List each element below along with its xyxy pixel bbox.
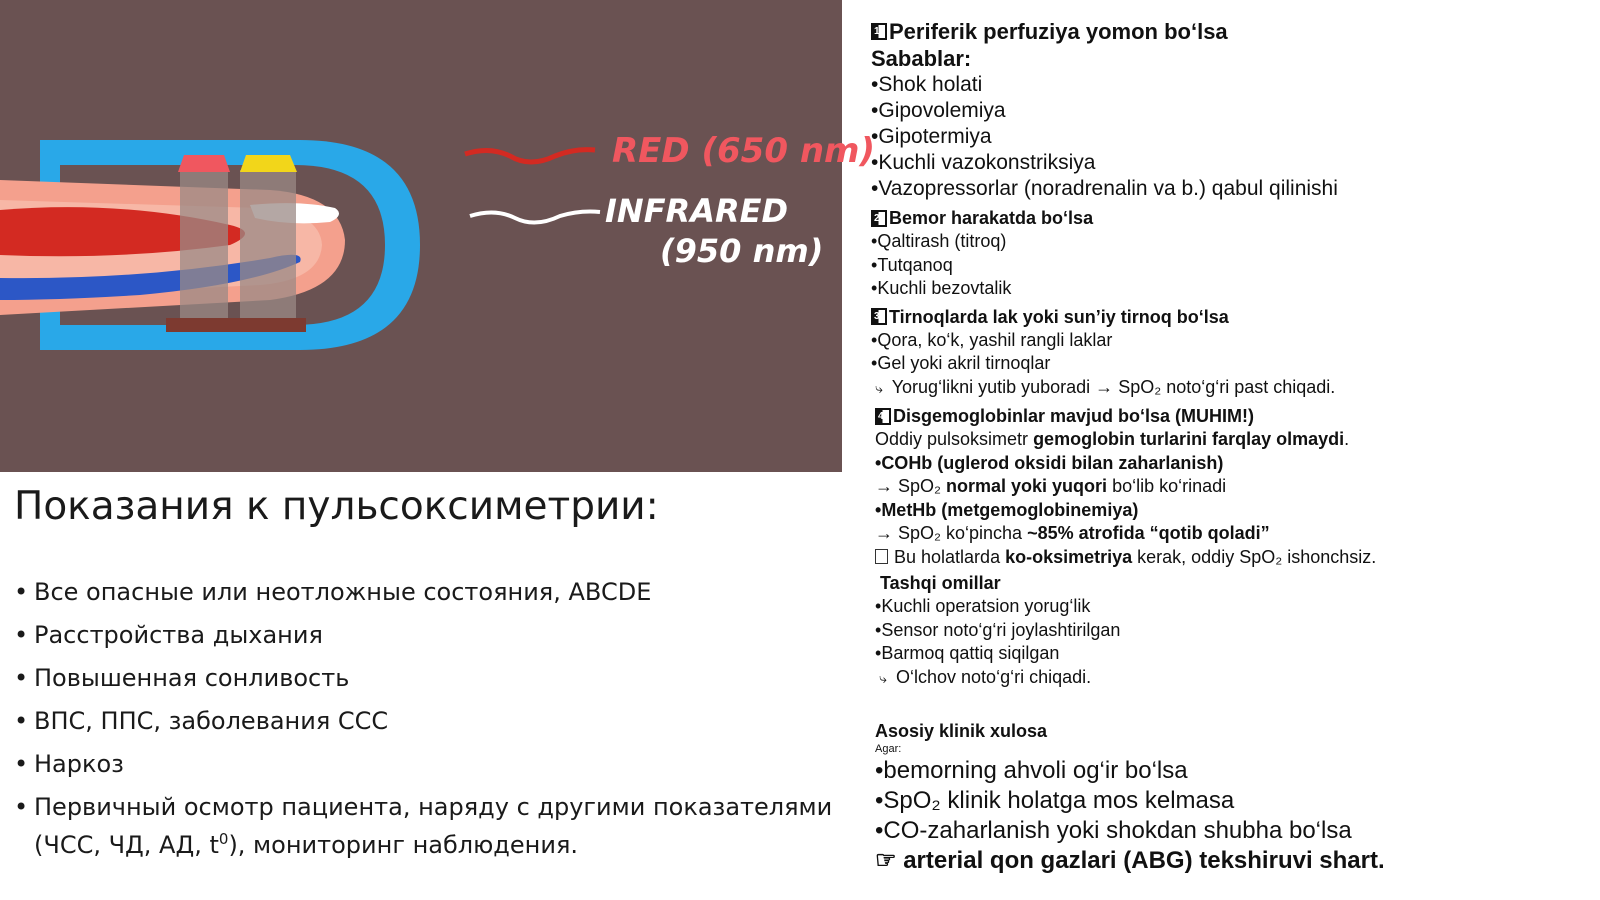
list-item: • Расстройства дыхания (14, 619, 834, 651)
list-item: • Gel yoki akril tirnoqlar (871, 352, 1591, 376)
list-item: • CO-zaharlanish yoki shokdan shubha bo‘lsa (875, 816, 1591, 846)
list-item: • Gipotermiya (871, 124, 1591, 150)
cohb-note: → SpO₂ normal yoki yuqori bo‘lib ko‘rinadi (875, 476, 1227, 496)
list-item: • Gipovolemiya (871, 98, 1591, 124)
red-wavelength-label: RED (650 nm) (612, 131, 875, 171)
list-item (14, 791, 834, 861)
section-title: Tirnoqlarda lak yoki sun’iy tirnoq bo‘lsa (889, 306, 1229, 327)
intro-row: Oddiy pulsoksimetr gemoglobin turlarini farqlay olmaydi. (875, 429, 1350, 449)
pulse-oximeter-illustration (0, 0, 875, 472)
section-nails (871, 305, 1591, 401)
section-title: Periferik perfuziya yomon bo‘lsa (889, 19, 1228, 44)
methb-item: • MetHb (metgemoglobinemiya) (875, 499, 1591, 523)
section-title: Disgemoglobinlar mavjud bo‘lsa (MUHIM!) (893, 406, 1255, 426)
list-item: • Shok holati (871, 72, 1591, 98)
list-item: • Kuchli vazokonstriksiya (871, 150, 1591, 176)
note-text: SpO₂ noto‘g‘ri past chiqadi. (1118, 376, 1336, 397)
ru-indications-list (14, 576, 834, 872)
list-item: • Qora, ko‘k, yashil rangli laklar (871, 329, 1591, 353)
note-text: Yorug‘likni yutib yuboradi (891, 376, 1091, 397)
down-right-arrow-icon: ⤷ (875, 379, 883, 396)
list-item: • Все опасные или неотложные состояния, ABCDE (14, 576, 834, 608)
arrow-icon: → (1095, 376, 1114, 397)
conclusion-if: Agar: (875, 743, 902, 755)
section-perfusion (871, 18, 1591, 202)
list-item: • Qaltirash (titroq) (871, 230, 1591, 254)
red-wave (465, 150, 595, 162)
right-column (871, 18, 1591, 876)
list-item-text-a: Первичный осмотр пациента, наряду с другими показателями (ЧСС, ЧД, АД, t (34, 793, 833, 859)
degree-sup: 0 (218, 830, 229, 848)
number-three-icon: 3 (871, 308, 887, 325)
infrared-wavelength-label: (950 nm) (660, 232, 824, 270)
cohb-item: • COHb (uglerod oksidi bilan zaharlanish) (875, 452, 1591, 476)
yellow-led (240, 155, 297, 172)
list-item: • Sensor noto‘g‘ri joylashtirilgan (875, 619, 1591, 643)
infrared-label: INFRARED (605, 192, 789, 230)
section-external (875, 571, 1591, 690)
number-four-icon: 4 (875, 408, 891, 425)
section-movement (871, 206, 1591, 301)
white-wave (470, 212, 600, 223)
final-conclusion: ☞ arterial qon gazlari (ABG) tekshiruvi shart. (875, 847, 1385, 874)
note-row: ⤷ O‘lchov noto‘g‘ri chiqadi. (875, 666, 1591, 691)
ru-indications-title: Показания к пульсоксиметрии: (14, 484, 659, 529)
list-item: • bemorning ahvoli og‘ir bo‘lsa (875, 756, 1591, 786)
list-item: • Kuchli bezovtalik (871, 277, 1591, 301)
list-item: • ВПС, ППС, заболевания ССС (14, 705, 834, 737)
number-one-icon: 1 (871, 23, 887, 40)
list-item: • Наркоз (14, 748, 834, 780)
pointing-hand-icon: ☞ (875, 847, 897, 874)
down-right-arrow-icon: ⤷ (879, 669, 887, 686)
list-item: • Tutqanoq (871, 254, 1591, 278)
conclusion-title: Asosiy klinik xulosa (875, 721, 1048, 741)
list-item: • Vazopressorlar (noradrenalin va b.) qabul qilinishi (871, 176, 1591, 202)
finger-sensor-drawing (0, 0, 875, 472)
methb-note: → SpO₂ ko‘pincha ~85% atrofida “qotib qoladi” (875, 523, 1270, 543)
number-two-icon: 2 (871, 210, 887, 227)
box-icon (875, 549, 888, 564)
box-note: Bu holatlarda ko-oksimetriya kerak, oddiy SpO₂ ishonchsiz. (875, 546, 1591, 570)
section-dyshemoglobins (875, 404, 1591, 569)
section-title: Bemor harakatda bo‘lsa (889, 208, 1094, 228)
section-title: Tashqi omillar (880, 573, 1001, 593)
list-item: • Повышенная сонливость (14, 662, 834, 694)
list-item: • Kuchli operatsion yorug‘lik (875, 595, 1591, 619)
section-subtitle: Sabablar: (871, 46, 972, 71)
red-led (178, 155, 230, 172)
list-item: • SpO₂ klinik holatga mos kelmasa (875, 786, 1591, 816)
conclusion (875, 720, 1591, 876)
list-item-text-b: ), мониторинг наблюдения. (228, 831, 579, 859)
list-item: • Barmoq qattiq siqilgan (875, 642, 1591, 666)
note-row (871, 376, 1591, 401)
